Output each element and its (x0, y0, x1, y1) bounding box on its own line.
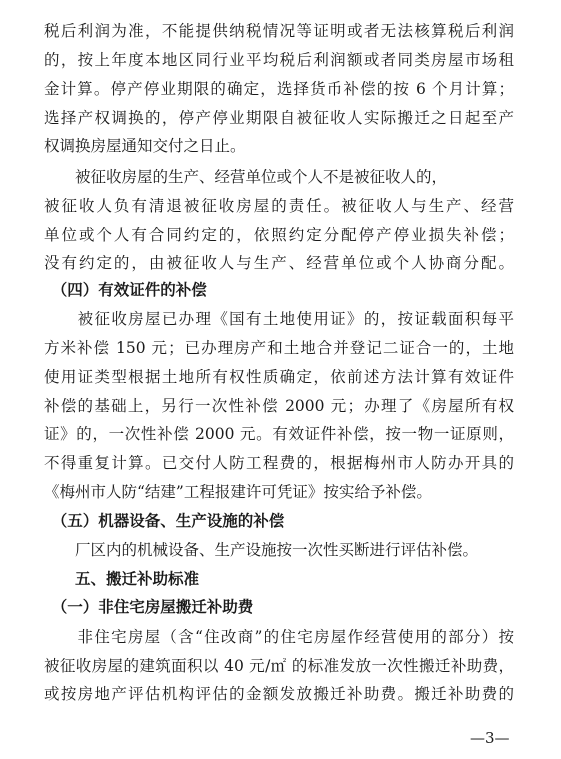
text-line: 不得重复计算。已交付人防工程费的，根据梅州市人防办开具的 (44, 454, 514, 472)
text-line: 被征收房屋的建筑面积以 40 元/㎡ 的标准发放一次性搬迁补助费， (44, 657, 514, 675)
text-line: 证》的，一次性补偿 2000 元。有效证件补偿，按一物一证原则， (44, 425, 514, 443)
text-line: 被征收房屋已办理《国有土地使用证》的，按证载面积每平 (44, 310, 514, 328)
text-line: 方米补偿 150 元；已办理房产和土地合并登记二证合一的，土地 (44, 339, 514, 357)
section-heading: （五）机器设备、生产设施的补偿 (44, 511, 285, 530)
text-line: 非住宅房屋（含“住改商”的住宅房屋作经营使用的部分）按 (44, 628, 514, 646)
text-line: 税后利润为准，不能提供纳税情况等证明或者无法核算税后利润 (44, 22, 514, 40)
text-line: 单位或个人有合同约定的，依照约定分配停产停业损失补偿； (44, 226, 514, 244)
text-line: 厂区内的机械设备、生产设施按一次性买断进行评估补偿。 (44, 541, 479, 559)
text-line: 被征收房屋的生产、经营单位或个人不是被征收人的， (44, 168, 448, 186)
chapter-heading: 五、搬迁补助标准 (44, 569, 200, 588)
text-line: 补偿的基础上，另行一次性补偿 2000 元；办理了《房屋所有权 (44, 397, 514, 415)
section-heading: （四）有效证件的补偿 (44, 280, 207, 299)
text-line: 或按房地产评估机构评估的金额发放搬迁补助费。搬迁补助费的 (44, 685, 514, 703)
text-line: 《梅州市人防“结建”工程报建许可凭证》按实给予补偿。 (44, 483, 432, 501)
text-line: 选择产权调换的，停产停业期限自被征收人实际搬迁之日起至产 (44, 109, 514, 127)
text-line: 的，按上年度本地区同行业平均税后利润额或者同类房屋市场租 (44, 51, 514, 69)
section-heading: （一）非住宅房屋搬迁补助费 (44, 597, 254, 616)
text-line: 金计算。停产停业期限的确定，选择货币补偿的按 6 个月计算； (44, 80, 514, 98)
text-line: 使用证类型根据土地所有权性质确定，依前述方法计算有效证件 (44, 368, 514, 386)
text-line: 权调换房屋通知交付之日止。 (44, 137, 246, 155)
text-line: 没有约定的，由被征收人与生产、经营单位或个人协商分配。 (44, 254, 514, 272)
page-number: —3— (470, 729, 510, 747)
text-line: 被征收人负有清退被征收房屋的责任。被征收人与生产、经营 (44, 197, 514, 215)
